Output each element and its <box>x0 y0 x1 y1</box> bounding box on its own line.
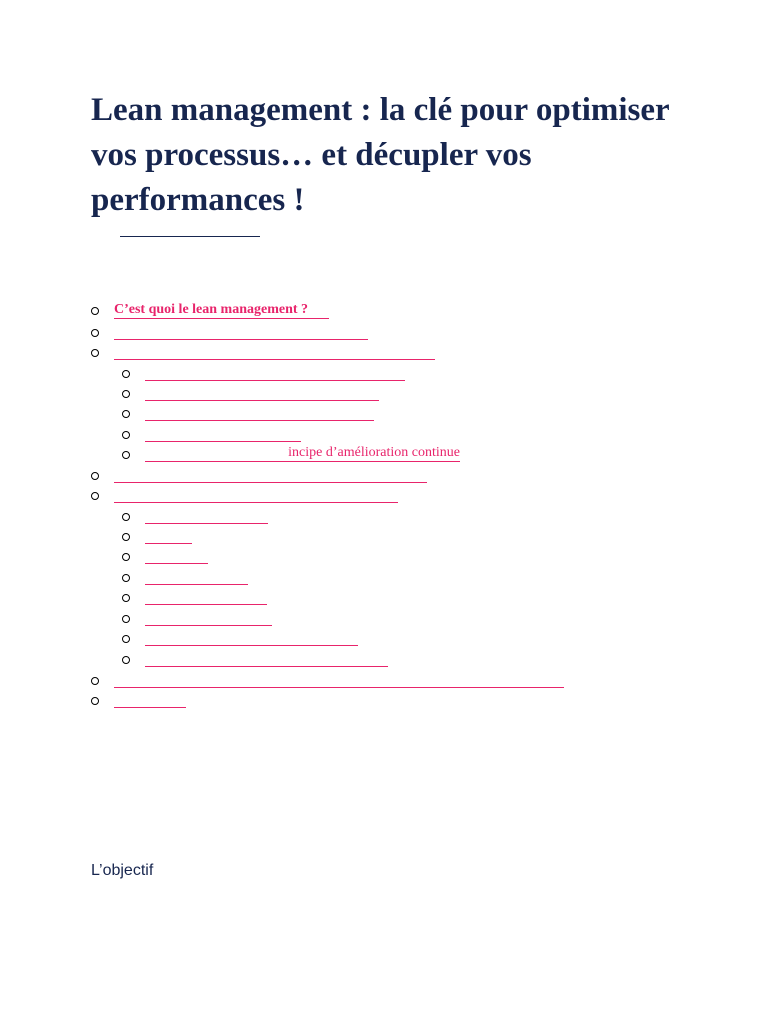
toc-item[interactable] <box>114 343 435 360</box>
bullet-icon <box>122 553 130 561</box>
toc-item[interactable] <box>114 323 368 340</box>
toc-item-what-is-lean[interactable]: C’est quoi le lean management ? <box>114 302 329 319</box>
bullet-icon <box>91 677 99 685</box>
toc-subitem[interactable] <box>145 588 267 605</box>
toc-subitem[interactable] <box>145 547 208 564</box>
toc-subitem[interactable] <box>145 507 268 524</box>
bullet-icon <box>91 329 99 337</box>
bullet-icon <box>122 431 130 439</box>
bullet-icon <box>91 307 99 315</box>
bullet-icon <box>122 513 130 521</box>
toc-subitem[interactable] <box>145 629 358 646</box>
bullet-icon <box>122 615 130 623</box>
toc-subitem[interactable] <box>145 568 248 585</box>
toc-item[interactable] <box>114 671 564 688</box>
toc-subitem[interactable] <box>145 650 388 667</box>
bullet-icon <box>122 451 130 459</box>
bullet-icon <box>122 574 130 582</box>
bullet-icon <box>122 410 130 418</box>
bullet-icon <box>91 349 99 357</box>
toc-subitem-continuous-improvement[interactable] <box>145 445 460 462</box>
bullet-icon <box>122 390 130 398</box>
toc-item[interactable] <box>114 691 186 708</box>
toc-subitem[interactable] <box>145 364 405 381</box>
toc-subitem[interactable] <box>145 384 379 401</box>
toc-subitem[interactable] <box>145 527 192 544</box>
toc-item[interactable] <box>114 466 427 483</box>
bullet-icon <box>122 635 130 643</box>
toc-subitem[interactable] <box>145 609 272 626</box>
article-title: Lean management : la clé pour optimiser vos processus… et décupler vos performances ! <box>91 92 670 218</box>
bullet-icon <box>122 656 130 664</box>
bullet-icon <box>91 697 99 705</box>
toc-item[interactable] <box>114 486 398 503</box>
toc-subitem[interactable] <box>145 404 374 421</box>
bullet-icon <box>122 594 130 602</box>
toc-subitem[interactable] <box>145 425 301 442</box>
bullet-icon <box>122 533 130 541</box>
bullet-icon <box>91 492 99 500</box>
toc-subitem-label: incipe d’amélioration continue <box>288 445 460 460</box>
bullet-icon <box>91 472 99 480</box>
bullet-icon <box>122 370 130 378</box>
article-body-text: L’objectif <box>91 862 154 879</box>
